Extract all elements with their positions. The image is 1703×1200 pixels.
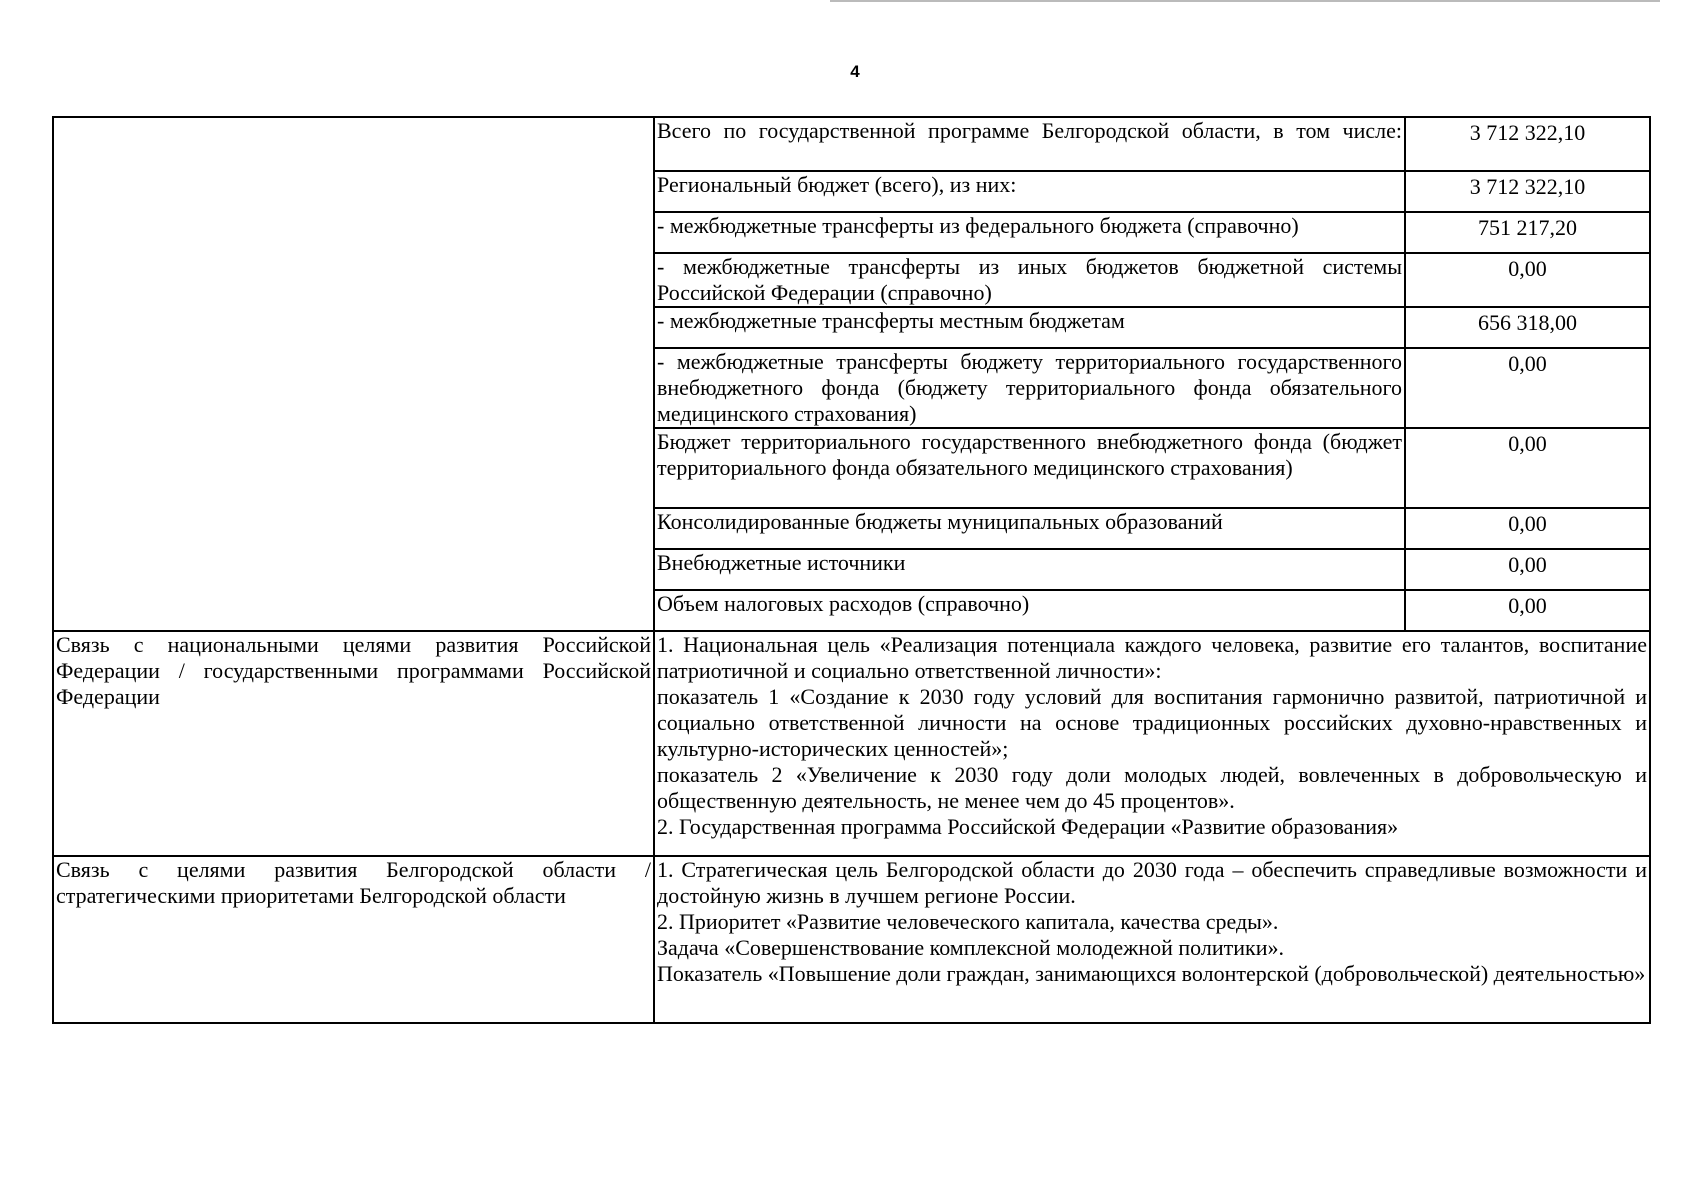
- finance-row: [655, 211, 1649, 252]
- finance-label: - межбюджетные трансферты из федерального бюджета (справочно): [657, 213, 1299, 238]
- finance-label: Бюджет территориального государственного внебюджетного фонда (бюджет территориального фонда обязательного медицинского страхования): [657, 429, 1402, 480]
- finance-value: 751 217,20: [1404, 213, 1649, 252]
- national-goals-row: [52, 630, 1651, 855]
- regional-goals-content: [653, 855, 1651, 1022]
- finance-label: Региональный бюджет (всего), из них:: [657, 172, 1017, 197]
- regional-goals-paragraph: 1. Стратегическая цель Белгородской области до 2030 года – обеспечить справедливые возможности и достойную жизнь в лучшем регионе России.: [657, 857, 1647, 908]
- finance-value: 0,00: [1404, 349, 1649, 427]
- top-rule: [830, 0, 1660, 2]
- finance-label: Внебюджетные источники: [657, 550, 906, 575]
- finance-label: - межбюджетные трансферты бюджету территориального государственного внебюджетного фонда (бюджету территориального фонда обязательного медицинского страхования): [657, 349, 1402, 426]
- finance-value: 656 318,00: [1404, 308, 1649, 347]
- finance-row: [655, 347, 1649, 427]
- finance-label: Консолидированные бюджеты муниципальных образований: [657, 509, 1223, 534]
- finance-row: [655, 589, 1649, 630]
- finance-row: [655, 252, 1649, 306]
- finance-value: 0,00: [1404, 591, 1649, 630]
- financing-row: [52, 116, 1651, 630]
- finance-value: 3 712 322,10: [1404, 172, 1649, 211]
- finance-value: 3 712 322,10: [1404, 118, 1649, 170]
- page-number: 4: [850, 62, 860, 81]
- finance-label: Объем налоговых расходов (справочно): [657, 591, 1030, 616]
- finance-row: [655, 507, 1649, 548]
- finance-row: [655, 306, 1649, 347]
- finance-label: - межбюджетные трансферты из иных бюджетов бюджетной системы Российской Федерации (справочно): [657, 254, 1402, 305]
- national-goals-content: [653, 630, 1651, 855]
- regional-goals-title: Связь с целями развития Белгородской области / стратегическими приоритетами Белгородской области: [52, 855, 653, 1022]
- finance-row: [655, 548, 1649, 589]
- regional-goals-row: [52, 855, 1651, 1024]
- regional-goals-paragraph: Задача «Совершенствование комплексной молодежной политики».: [657, 935, 1284, 960]
- regional-goals-paragraph: 2. Приоритет «Развитие человеческого капитала, качества среды».: [657, 909, 1279, 934]
- financing-table: [653, 116, 1651, 630]
- finance-value: 0,00: [1404, 429, 1649, 507]
- finance-label: Всего по государственной программе Белгородской области, в том числе:: [657, 118, 1402, 143]
- finance-value: 0,00: [1404, 509, 1649, 548]
- finance-label: - межбюджетные трансферты местным бюджетам: [657, 308, 1125, 333]
- passport-table: [52, 116, 1651, 1024]
- regional-goals-paragraph: Показатель «Повышение доли граждан, занимающихся волонтерской (добровольческой) деятельностью»: [657, 961, 1646, 986]
- national-goals-paragraph: 2. Государственная программа Российской Федерации «Развитие образования»: [657, 814, 1399, 839]
- financing-empty-cell: [52, 116, 653, 630]
- finance-row: [655, 118, 1649, 170]
- national-goals-paragraph: показатель 2 «Увеличение к 2030 году доли молодых людей, вовлеченных в добровольческую и общественную деятельность, не менее чем до 45 процентов».: [657, 762, 1647, 813]
- finance-value: 0,00: [1404, 254, 1649, 306]
- finance-value: 0,00: [1404, 550, 1649, 589]
- finance-row: [655, 170, 1649, 211]
- national-goals-paragraph: показатель 1 «Создание к 2030 году условий для воспитания гармонично развитой, патриотичной и социально ответственной личности на основе традиционных российских духовно-нравственных и культурно-исторических ценностей»;: [657, 684, 1647, 761]
- national-goals-title: Связь с национальными целями развития Российской Федерации / государственными программами Российской Федерации: [52, 630, 653, 855]
- national-goals-paragraph: 1. Национальная цель «Реализация потенциала каждого человека, развитие его талантов, воспитание патриотичной и социально ответственной личности»:: [657, 632, 1647, 683]
- finance-row: [655, 427, 1649, 507]
